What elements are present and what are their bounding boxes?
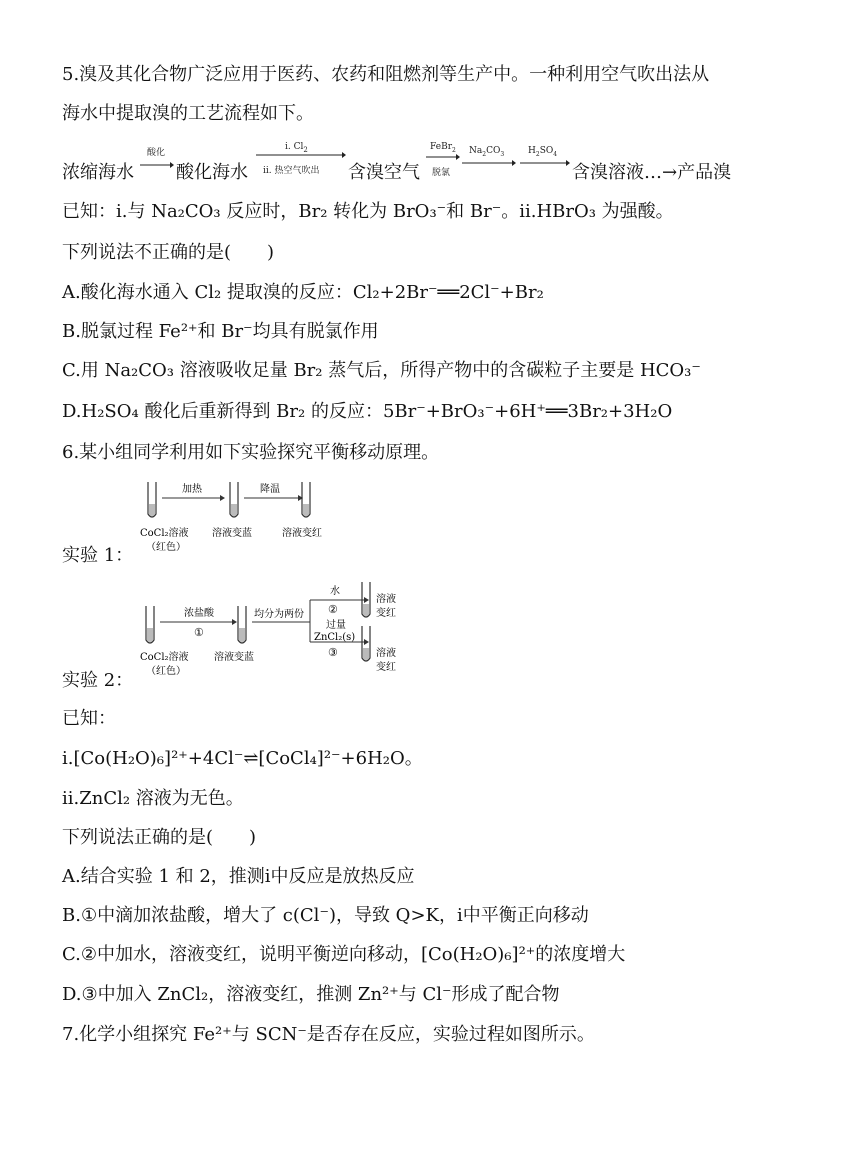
exp2-label: 实验 2： bbox=[62, 670, 134, 691]
flow-node-concentrated-seawater: 浓缩海水 bbox=[62, 162, 134, 183]
flow-node-acidified-seawater: 酸化海水 bbox=[176, 162, 248, 183]
test-tube-icon bbox=[238, 606, 246, 643]
flow-arrow1-label: 酸化 bbox=[147, 148, 166, 158]
exp2-tube2-label: 溶液变蓝 bbox=[214, 652, 254, 663]
flow-arrow-1 bbox=[140, 160, 174, 170]
q5-known: 已知：ⅰ.与 Na₂CO₃ 反应时，Br₂ 转化为 BrO₃⁻和 Br⁻。ⅱ.HBrO₃ 为强酸。 bbox=[62, 201, 674, 222]
flow-arrow5-label: $H_2SO_4$ bbox=[528, 146, 558, 158]
exp1-arrow2-label: 降温 bbox=[260, 484, 280, 495]
exp2-result2-line1: 溶液 bbox=[376, 648, 396, 659]
exp1-label: 实验 1： bbox=[62, 545, 134, 566]
exp2-result2-line2: 变红 bbox=[376, 662, 396, 673]
q6-known-2: ⅱ.ZnCl₂ 溶液为无色。 bbox=[62, 788, 244, 809]
q6-known-title: 已知： bbox=[62, 708, 116, 729]
q6-known-1: ⅰ.[Co(H₂O)₆]²⁺+4Cl⁻⇌[CoCl₄]²⁻+6H₂O。 bbox=[62, 748, 423, 769]
flow-arrow3-top-label: FeBr$_2$ bbox=[430, 142, 456, 154]
exp1-arrow1-label: 加热 bbox=[182, 484, 202, 495]
q5-flow-diagram bbox=[0, 140, 860, 186]
q6-option-b[interactable]: B.①中滴加浓盐酸，增大了 c(Cl⁻)，导致 Q>K，ⅰ中平衡正向移动 bbox=[62, 905, 589, 926]
exp1-tube3-label: 溶液变红 bbox=[282, 528, 322, 539]
q6-option-d[interactable]: D.③中加入 ZnCl₂，溶液变红，推测 Zn²⁺与 Cl⁻形成了配合物 bbox=[62, 984, 560, 1005]
q6-option-a[interactable]: A.结合实验 1 和 2，推测ⅰ中反应是放热反应 bbox=[62, 866, 415, 887]
exp1-tube1-color: （红色） bbox=[146, 542, 186, 553]
flow-arrow2-bottom-label: ⅱ. 热空气吹出 bbox=[263, 166, 320, 176]
flow-node-bromine-air: 含溴空气 bbox=[348, 162, 420, 183]
experiment-1-diagram bbox=[140, 478, 340, 558]
flow-node-bromine-solution: 含溴溶液…→产品溴 bbox=[572, 162, 732, 183]
q5-stem-line1: 5.溴及其化合物广泛应用于医药、农药和阻燃剂等生产中。一种利用空气吹出法从 bbox=[62, 64, 710, 85]
exp1-tube1-label: CoCl₂溶液 bbox=[140, 528, 189, 539]
exp2-tube1-color: （红色） bbox=[146, 666, 186, 677]
q5-question: 下列说法不正确的是( ) bbox=[62, 242, 275, 263]
exp2-branch2-reagent: ZnCl₂(s) bbox=[314, 632, 356, 643]
flow-arrow-3 bbox=[426, 152, 460, 162]
exp2-branch1-label: 水 bbox=[330, 586, 340, 597]
q6-question: 下列说法正确的是( ) bbox=[62, 827, 257, 848]
flow-arrow-2 bbox=[256, 150, 346, 160]
exp2-result1-line2: 变红 bbox=[376, 608, 396, 619]
q5-option-d[interactable]: D.H₂SO₄ 酸化后重新得到 Br₂ 的反应：5Br⁻+BrO₃⁻+6H⁺══3Br₂+3H₂O bbox=[62, 401, 673, 422]
exp2-split-label: 均分为两份 bbox=[254, 609, 304, 620]
q6-option-c[interactable]: C.②中加水，溶液变红，说明平衡逆向移动，[Co(H₂O)₆]²⁺的浓度增大 bbox=[62, 944, 626, 965]
exp2-arrow1-number: ① bbox=[194, 626, 204, 639]
exp2-branch2-label: 过量 bbox=[326, 620, 346, 631]
flow-arrow3-bottom-label: 脱氯 bbox=[432, 168, 451, 178]
q6-stem: 6.某小组同学利用如下实验探究平衡移动原理。 bbox=[62, 442, 440, 463]
experiment-2-diagram bbox=[138, 580, 408, 680]
q7-stem: 7.化学小组探究 Fe²⁺与 SCN⁻是否存在反应，实验过程如图所示。 bbox=[62, 1024, 595, 1045]
q5-option-c[interactable]: C.用 Na₂CO₃ 溶液吸收足量 Br₂ 蒸气后，所得产物中的含碳粒子主要是 HCO₃⁻ bbox=[62, 360, 701, 381]
flow-arrow-5 bbox=[520, 158, 570, 168]
q5-stem-line2: 海水中提取溴的工艺流程如下。 bbox=[62, 103, 314, 124]
test-tube-icon bbox=[146, 606, 154, 643]
exp2-result1-line1: 溶液 bbox=[376, 594, 396, 605]
exp2-branch2-number: ③ bbox=[328, 646, 338, 659]
q5-option-a[interactable]: A.酸化海水通入 Cl₂ 提取溴的反应：Cl₂+2Br⁻══2Cl⁻+Br₂ bbox=[62, 282, 544, 303]
exp1-tube2-label: 溶液变蓝 bbox=[212, 528, 252, 539]
exp2-arrow1-label: 浓盐酸 bbox=[184, 608, 214, 619]
q5-option-b[interactable]: B.脱氯过程 Fe²⁺和 Br⁻均具有脱氯作用 bbox=[62, 321, 379, 342]
test-tube-icon bbox=[230, 482, 238, 517]
exp2-tube1-label: CoCl₂溶液 bbox=[140, 652, 189, 663]
flow-arrow4-label: $Na_2CO_3$ bbox=[469, 146, 505, 158]
exp2-branch1-number: ② bbox=[328, 603, 338, 616]
flow-arrow-4 bbox=[462, 158, 516, 168]
flow-arrow2-top-label: ⅰ. $Cl_2$ bbox=[285, 142, 308, 154]
test-tube-icon bbox=[148, 482, 156, 517]
test-tube-icon bbox=[302, 482, 310, 517]
